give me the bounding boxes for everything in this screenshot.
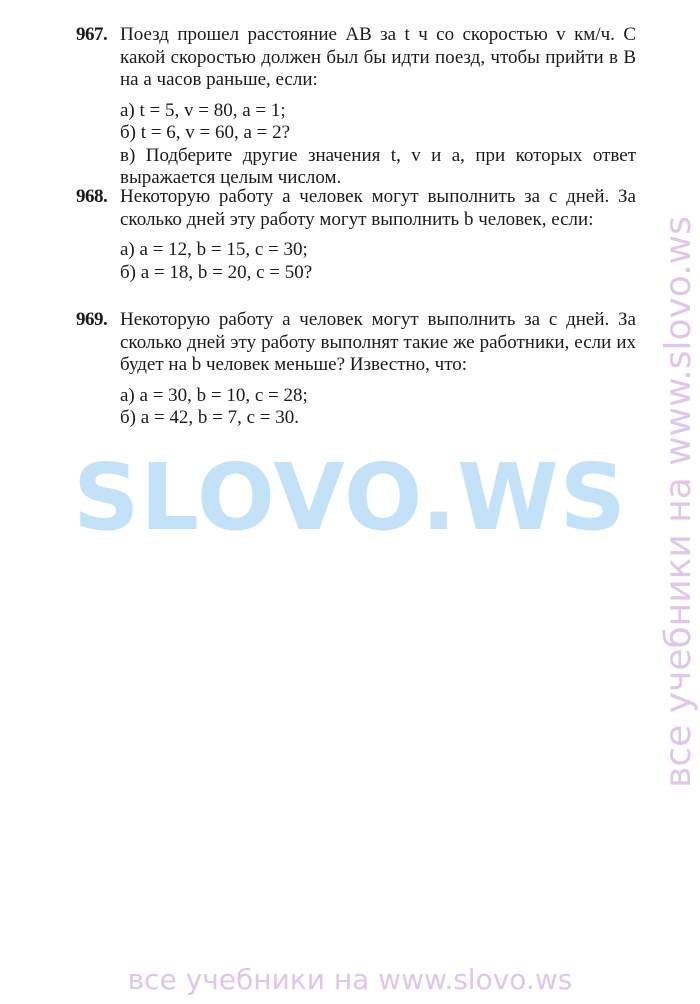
problem-statement: Некоторую работу a человек могут выполнить за c дней. За сколько дней эту работу выполнят такие же работники, если их будет на b человек меньше? Известно, что: <box>120 309 636 375</box>
watermark-logo: SLOVO.WS <box>73 444 627 551</box>
option-a: а) a = 12, b = 15, c = 30; <box>120 239 308 260</box>
problem-967 <box>76 24 636 190</box>
option-b: б) a = 42, b = 7, c = 30. <box>120 407 300 428</box>
problem-options <box>120 239 636 284</box>
problem-number: 969. <box>76 309 108 330</box>
option-a: а) t = 5, v = 80, a = 1; <box>120 99 286 121</box>
problem-number: 967. <box>76 24 108 45</box>
problem-number: 968. <box>76 186 108 207</box>
option-b: б) a = 18, b = 20, c = 50? <box>120 261 313 283</box>
option-c: в) Подберите другие значения t, v и a, при которых ответ выражается целым числом. <box>120 144 636 188</box>
problem-969 <box>76 309 636 430</box>
option-a: а) a = 30, b = 10, c = 28; <box>120 384 308 406</box>
problem-statement: Некоторую работу a человек могут выполнить за c дней. За сколько дней эту работу могут выполнить b человек, если: <box>120 186 636 230</box>
problem-options <box>120 385 636 430</box>
option-b: б) t = 6, v = 60, a = 2? <box>120 122 291 143</box>
problem-options <box>120 100 636 190</box>
watermark-bottom-text: все учебники на www.slovo.ws <box>127 963 573 996</box>
watermark-side-text: все учебники на www.slovo.ws <box>658 216 699 788</box>
problem-statement: Поезд прошел расстояние AB за t ч со скоростью v км/ч. С какой скоростью должен был бы идти поезд, чтобы прийти в B на a часов раньше, если: <box>120 24 636 90</box>
problem-968 <box>76 186 636 284</box>
